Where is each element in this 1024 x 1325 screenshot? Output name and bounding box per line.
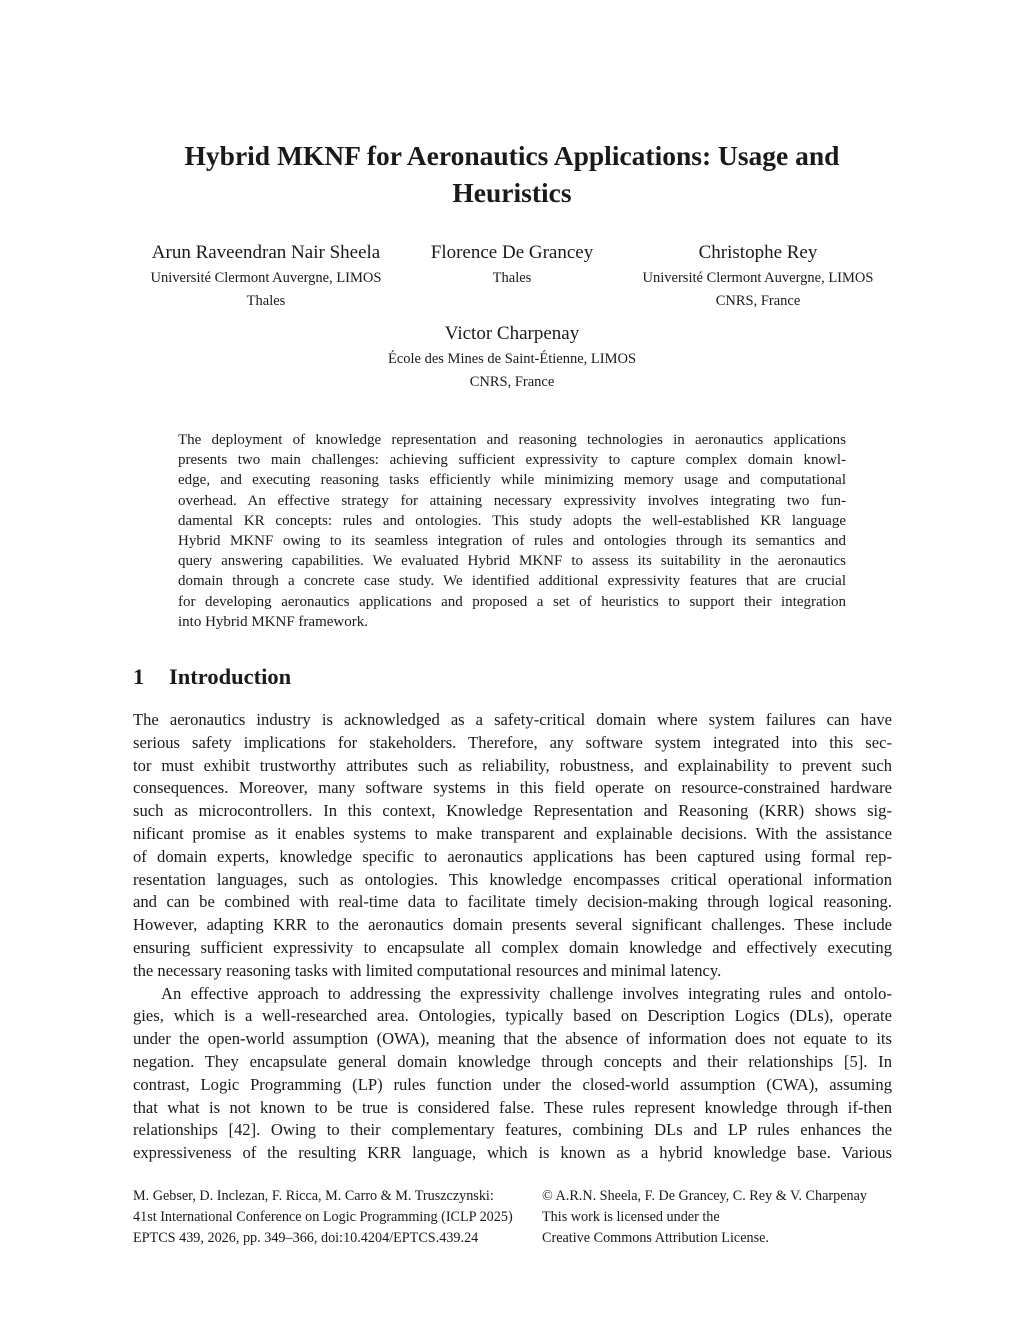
author-name: Victor Charpenay [444, 323, 580, 344]
author-affiliations [624, 267, 892, 313]
footer-line: M. Gebser, D. Inclezan, F. Ricca, M. Carro & M. Truszczynski: [133, 1188, 494, 1204]
body-line: serious safety implications for stakeholders. Therefore, any software system integrated into this sec- [133, 732, 892, 752]
footer-line: This work is licensed under the [542, 1209, 720, 1225]
body-line: The aeronautics industry is acknowledged as a safety-critical domain where system failures can have [133, 710, 892, 729]
footer-line: Creative Commons Attribution License. [542, 1230, 769, 1246]
author-affiliation: CNRS, France [715, 293, 801, 309]
body-line: that what is not known to be true is considered false. These rules represent knowledge through if-then [133, 1097, 892, 1117]
introduction-body [133, 709, 892, 1165]
author-name: Christophe Rey [698, 242, 818, 263]
author-block-charpenay [362, 323, 662, 394]
body-line: resentation languages, such as ontologies. This knowledge encompasses critical operational information [133, 869, 892, 889]
body-line: tor must exhibit trustworthy attributes such as reliability, robustness, and explainability to prevent such [133, 755, 892, 775]
body-line: An effective approach to addressing the expressivity challenge involves integrating rules and ontolo- [161, 983, 892, 1003]
author-affiliation: CNRS, France [469, 374, 555, 390]
abstract-line: for developing aeronautics applications and proposed a set of heuristics to support their integration [178, 593, 846, 610]
abstract-line: overhead. An effective strategy for attaining necessary expressivity involves integrating two fun- [178, 492, 846, 509]
body-line: However, adapting KRR to the aeronautics domain presents several significant challenges. These include [133, 915, 892, 935]
author-affiliation: Thales [492, 270, 532, 286]
body-line: nificant promise as it enables systems to make transparent and explainable decisions. With the assistance [133, 823, 892, 843]
paper-title-line-1: Hybrid MKNF for Aeronautics Applications: Usage and [184, 140, 840, 171]
body-line: such as microcontrollers. In this context, Knowledge Representation and Reasoning (KRR) shows sig- [133, 801, 892, 821]
abstract-line: The deployment of knowledge representation and reasoning technologies in aeronautics applications [178, 432, 846, 448]
author-affiliation: Université Clermont Auvergne, LIMOS [642, 270, 874, 286]
body-line: the necessary reasoning tasks with limited computational resources and minimal latency. [133, 960, 722, 980]
author-affiliations [412, 267, 612, 290]
author-name: Arun Raveendran Nair Sheela [151, 242, 381, 263]
paper-title-line-2: Heuristics [452, 177, 572, 208]
footer-line: © A.R.N. Sheela, F. De Grancey, C. Rey & V. Charpenay [542, 1188, 867, 1204]
footer-proceedings [133, 1186, 513, 1249]
body-line: of domain experts, knowledge specific to aeronautics applications has been captured using formal rep- [133, 846, 892, 866]
body-line: negation. They encapsulate general domain knowledge through concepts and their relationships [5]. In [133, 1051, 892, 1071]
author-affiliation: Thales [246, 293, 286, 309]
body-line: contrast, Logic Programming (LP) rules function under the closed-world assumption (CWA), assuming [133, 1074, 892, 1094]
body-line: and can be combined with real-time data to facilitate timely decision-making through logical reasoning. [133, 892, 892, 912]
author-affiliation: Université Clermont Auvergne, LIMOS [150, 270, 382, 286]
author-affiliations [362, 348, 662, 394]
author-affiliation: École des Mines de Saint-Étienne, LIMOS [387, 351, 637, 367]
abstract-line: presents two main challenges: achieving sufficient expressivity to capture complex domain knowl- [178, 452, 846, 469]
body-line: ensuring sufficient expressivity to encapsulate all complex domain knowledge and effectively executing [133, 937, 892, 957]
section-heading-introduction [133, 662, 291, 692]
body-line: under the open-world assumption (OWA), meaning that the absence of information does not equate to its [133, 1029, 892, 1049]
abstract-line: Hybrid MKNF owing to its seamless integration of rules and ontologies through its semantics and [178, 532, 846, 549]
author-block-sheela [132, 242, 400, 313]
abstract-line: into Hybrid MKNF framework. [178, 613, 368, 630]
paper-title [120, 137, 904, 211]
footer-line: EPTCS 439, 2026, pp. 349–366, doi:10.4204/EPTCS.439.24 [133, 1230, 479, 1246]
abstract [178, 430, 846, 632]
abstract-line: edge, and executing reasoning tasks efficiently while minimizing memory usage and computational [178, 472, 846, 489]
author-affiliations [132, 267, 400, 313]
author-block-rey [624, 242, 892, 313]
abstract-line: damental KR concepts: rules and ontologies. This study adopts the well-established KR language [178, 512, 846, 529]
body-line: relationships [42]. Owing to their complementary features, combining DLs and LP rules enhances the [133, 1120, 892, 1140]
footer-line: 41st International Conference on Logic Programming (ICLP 2025) [133, 1209, 513, 1225]
section-title: Introduction [169, 664, 292, 689]
section-number: 1 [133, 664, 145, 689]
abstract-line: domain through a concrete case study. We identified additional expressivity features that are crucial [178, 573, 846, 590]
abstract-line: query answering capabilities. We evaluated Hybrid MKNF to assess its suitability in the aeronautics [178, 553, 846, 570]
author-block-de-grancey [412, 242, 612, 290]
footer-license [542, 1186, 867, 1249]
body-line: expressiveness of the resulting KRR language, which is known as a hybrid knowledge base. Various [133, 1143, 892, 1163]
body-line: consequences. Moreover, many software systems in this field operate on resource-constrained hardware [133, 778, 892, 798]
author-name: Florence De Grancey [430, 242, 594, 263]
body-line: gies, which is a well-researched area. Ontologies, typically based on Description Logics (DLs), operate [133, 1006, 892, 1026]
